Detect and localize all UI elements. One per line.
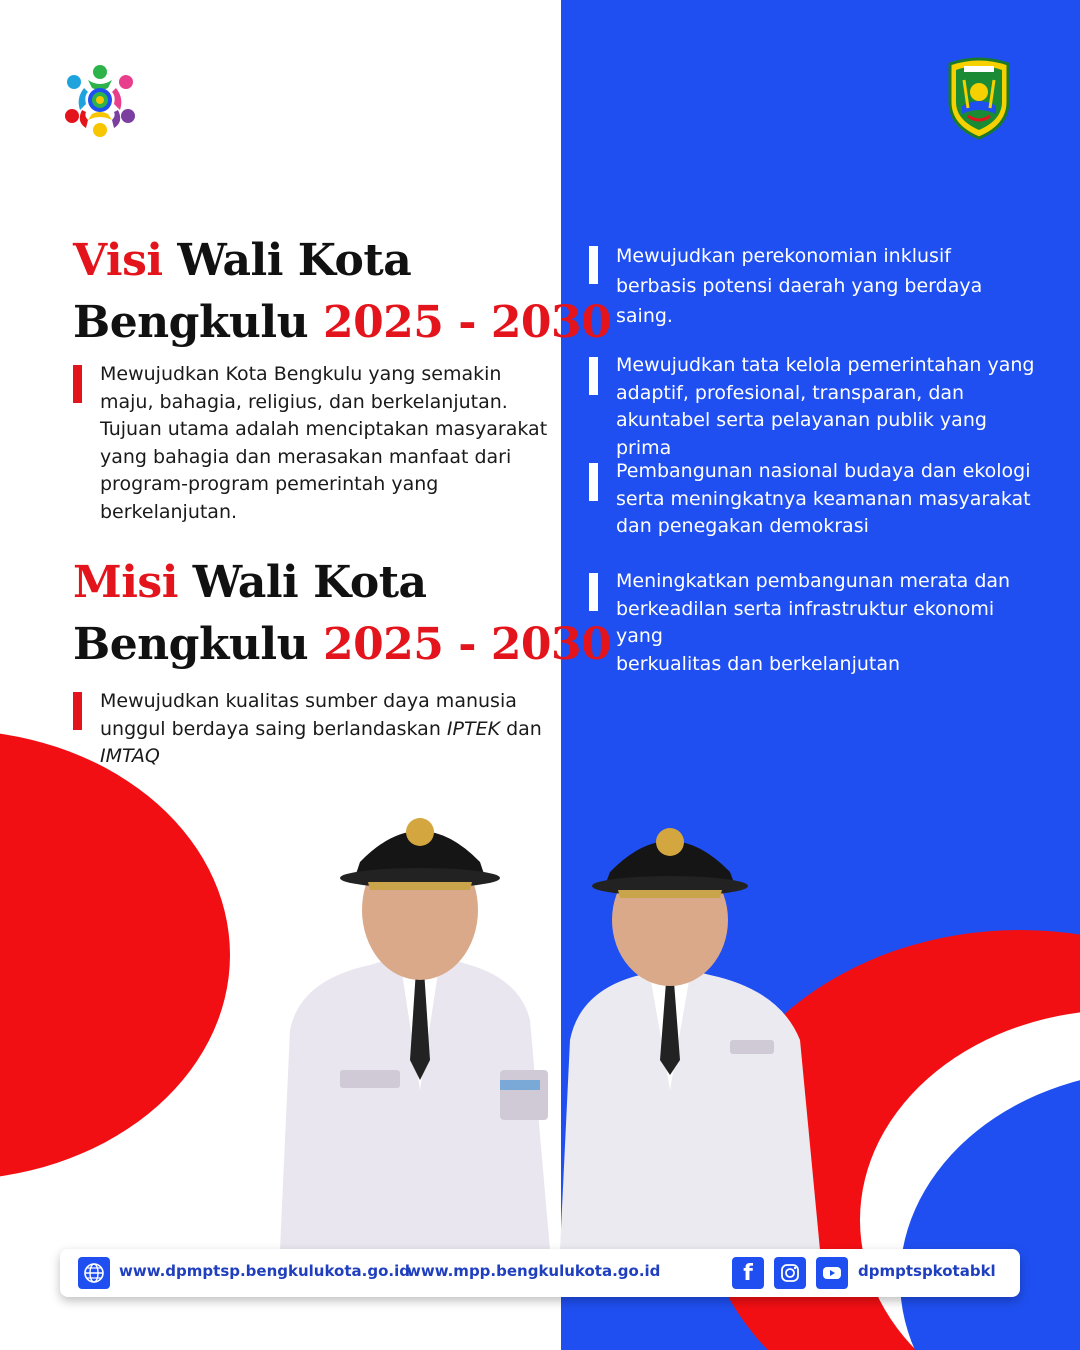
misi-bullet-bar — [589, 463, 598, 501]
visi-bullet-bar — [73, 365, 82, 403]
misi-line: dan penegakan demokrasi — [616, 515, 869, 537]
misi-line: Mewujudkan perekonomian inklusif — [616, 245, 951, 267]
visi-heading — [73, 230, 611, 354]
officials-photo — [260, 770, 870, 1270]
misi-line: Meningkatkan pembangunan merata dan — [616, 570, 1011, 592]
visi-paragraph — [100, 361, 550, 526]
misi-line: berbasis potensi daerah yang berdaya — [616, 275, 983, 297]
red-circle-left — [0, 730, 230, 1180]
imtaq-term: IMTAQ — [100, 745, 160, 767]
misi-line: Mewujudkan tata kelola pemerintahan yang — [616, 354, 1035, 376]
misi-item-1 — [100, 688, 550, 771]
visi-line: maju, bahagia, religius, dan berkelanjutan. — [100, 390, 508, 413]
visi-title-line2: Bengkulu — [73, 297, 309, 348]
visi-line: yang bahagia dan merasakan manfaat dari — [100, 445, 512, 468]
visi-line: berkelanjutan. — [100, 500, 238, 523]
facebook-icon[interactable]: f — [732, 1257, 764, 1289]
misi-line: berkualitas dan berkelanjutan — [616, 652, 901, 675]
visi-line: Mewujudkan Kota Bengkulu yang semakin — [100, 363, 502, 385]
globe-icon[interactable] — [78, 1257, 110, 1289]
bengkulu-city-emblem — [944, 56, 1014, 140]
misi-line: Mewujudkan kualitas sumber daya manusia — [100, 690, 517, 712]
visi-line: Tujuan utama adalah menciptakan masyarakat — [100, 418, 548, 440]
misi-line: berkeadilan serta infrastruktur ekonomi yang — [616, 597, 995, 647]
iptek-term: IPTEK — [446, 717, 501, 740]
misi-line: dan — [500, 717, 542, 740]
misi-heading — [73, 552, 611, 676]
visi-line: program-program pemerintah yang — [100, 473, 439, 495]
misi-title-rest: Wali Kota — [177, 557, 427, 608]
misi-title-line2: Bengkulu — [73, 619, 309, 670]
misi-item-3 — [616, 352, 1046, 462]
footer-bar — [60, 1249, 1020, 1297]
misi-item-4 — [616, 458, 1046, 541]
visi-title-rest: Wali Kota — [162, 235, 412, 286]
misi-item-2 — [616, 241, 1046, 331]
misi-line: akuntabel serta pelayanan publik yang prima — [616, 409, 987, 459]
misi-line: unggul berdaya saing berlandaskan — [100, 717, 447, 740]
website-link-mpp[interactable]: www.mpp.bengkulukota.go.id — [407, 1262, 661, 1280]
instagram-icon[interactable] — [774, 1257, 806, 1289]
misi-item-5 — [616, 568, 1046, 678]
misi-bullet-bar — [589, 357, 598, 395]
misi-line: saing. — [616, 305, 673, 327]
social-handle[interactable]: dpmptspkotabkl — [858, 1262, 996, 1280]
misi-line: serta meningkatnya keamanan masyarakat — [616, 487, 1031, 510]
misi-bullet-bar — [589, 573, 598, 611]
misi-bullet-bar — [73, 692, 82, 730]
website-link-dpmptsp[interactable]: www.dpmptsp.bengkulukota.go.id — [119, 1262, 410, 1280]
misi-title-red: Misi — [73, 557, 178, 608]
youtube-icon[interactable] — [816, 1257, 848, 1289]
misi-bullet-bar — [589, 246, 598, 284]
visi-title-red: Visi — [73, 235, 163, 286]
misi-line: Pembangunan nasional budaya dan ekologi — [616, 460, 1031, 482]
misi-years: 2025 - 2030 — [322, 619, 612, 670]
dpmptsp-logo — [58, 58, 142, 142]
misi-line: adaptif, profesional, transparan, dan — [616, 381, 965, 404]
visi-years: 2025 - 2030 — [322, 297, 612, 348]
